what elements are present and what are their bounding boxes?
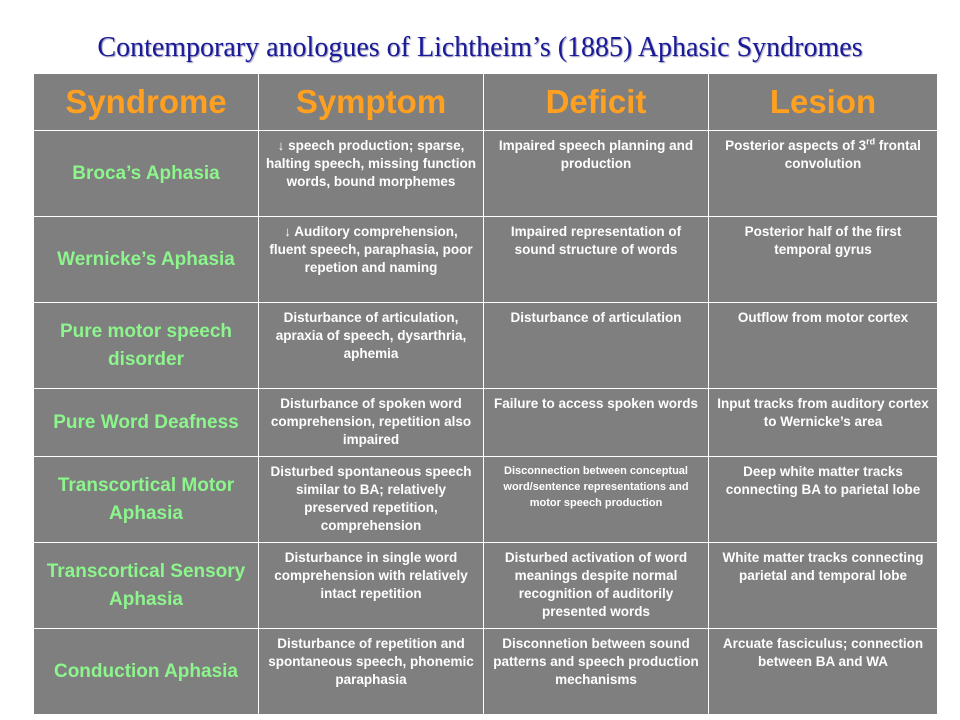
deficit-cell: Disconnection between conceptual word/sentence representations and motor speech production [484, 457, 709, 543]
syndrome-cell: Wernicke’s Aphasia [34, 217, 259, 303]
header-symptom: Symptom [259, 74, 484, 131]
deficit-cell: Failure to access spoken words [484, 389, 709, 457]
lesion-cell: Posterior half of the first temporal gyrus [709, 217, 938, 303]
symptom-cell: Disturbance of repetition and spontaneous speech, phonemic paraphasia [259, 629, 484, 715]
table-row [34, 217, 938, 303]
symptom-cell: Disturbance of spoken word comprehension, repetition also impaired [259, 389, 484, 457]
lesion-cell [709, 131, 938, 217]
syndrome-cell: Broca’s Aphasia [34, 131, 259, 217]
lesion-cell: Deep white matter tracks connecting BA to parietal lobe [709, 457, 938, 543]
table-row [34, 389, 938, 457]
deficit-cell: Disturbed activation of word meanings despite normal recognition of auditorily presented words [484, 543, 709, 629]
lesion-cell: Input tracks from auditory cortex to Wernicke’s area [709, 389, 938, 457]
header-lesion: Lesion [709, 74, 938, 131]
header-row [34, 74, 938, 131]
deficit-cell: Impaired speech planning and production [484, 131, 709, 217]
syndrome-cell: Pure motor speech disorder [34, 303, 259, 389]
lesion-cell: White matter tracks connecting parietal and temporal lobe [709, 543, 938, 629]
table-row [34, 131, 938, 217]
table-row [34, 629, 938, 715]
header-deficit: Deficit [484, 74, 709, 131]
symptom-cell: ↓ speech production; sparse, halting speech, missing function words, bound morphemes [259, 131, 484, 217]
syndrome-cell: Conduction Aphasia [34, 629, 259, 715]
slide-title: Contemporary anologues of Lichtheim’s (1885) Aphasic Syndromes [97, 32, 863, 63]
lesion-superscript: rd [866, 136, 876, 147]
lesion-cell: Outflow from motor cortex [709, 303, 938, 389]
aphasia-table [33, 73, 938, 715]
syndrome-cell: Transcortical Motor Aphasia [34, 457, 259, 543]
deficit-cell: Disturbance of articulation [484, 303, 709, 389]
deficit-cell: Impaired representation of sound structure of words [484, 217, 709, 303]
syndrome-cell: Transcortical Sensory Aphasia [34, 543, 259, 629]
header-syndrome: Syndrome [34, 74, 259, 131]
lesion-cell: Arcuate fasciculus; connection between BA and WA [709, 629, 938, 715]
syndrome-cell: Pure Word Deafness [34, 389, 259, 457]
deficit-cell: Disconnetion between sound patterns and speech production mechanisms [484, 629, 709, 715]
symptom-cell: Disturbance of articulation, apraxia of speech, dysarthria, aphemia [259, 303, 484, 389]
lesion-text: Posterior aspects of 3 [725, 138, 867, 153]
table-row [34, 543, 938, 629]
symptom-cell: Disturbance in single word comprehension with relatively intact repetition [259, 543, 484, 629]
symptom-cell: Disturbed spontaneous speech similar to BA; relatively preserved repetition, comprehension [259, 457, 484, 543]
table-row [34, 457, 938, 543]
symptom-cell: ↓ Auditory comprehension, fluent speech, paraphasia, poor repetion and naming [259, 217, 484, 303]
table-row [34, 303, 938, 389]
lesion-text: frontal convolution [784, 138, 921, 171]
